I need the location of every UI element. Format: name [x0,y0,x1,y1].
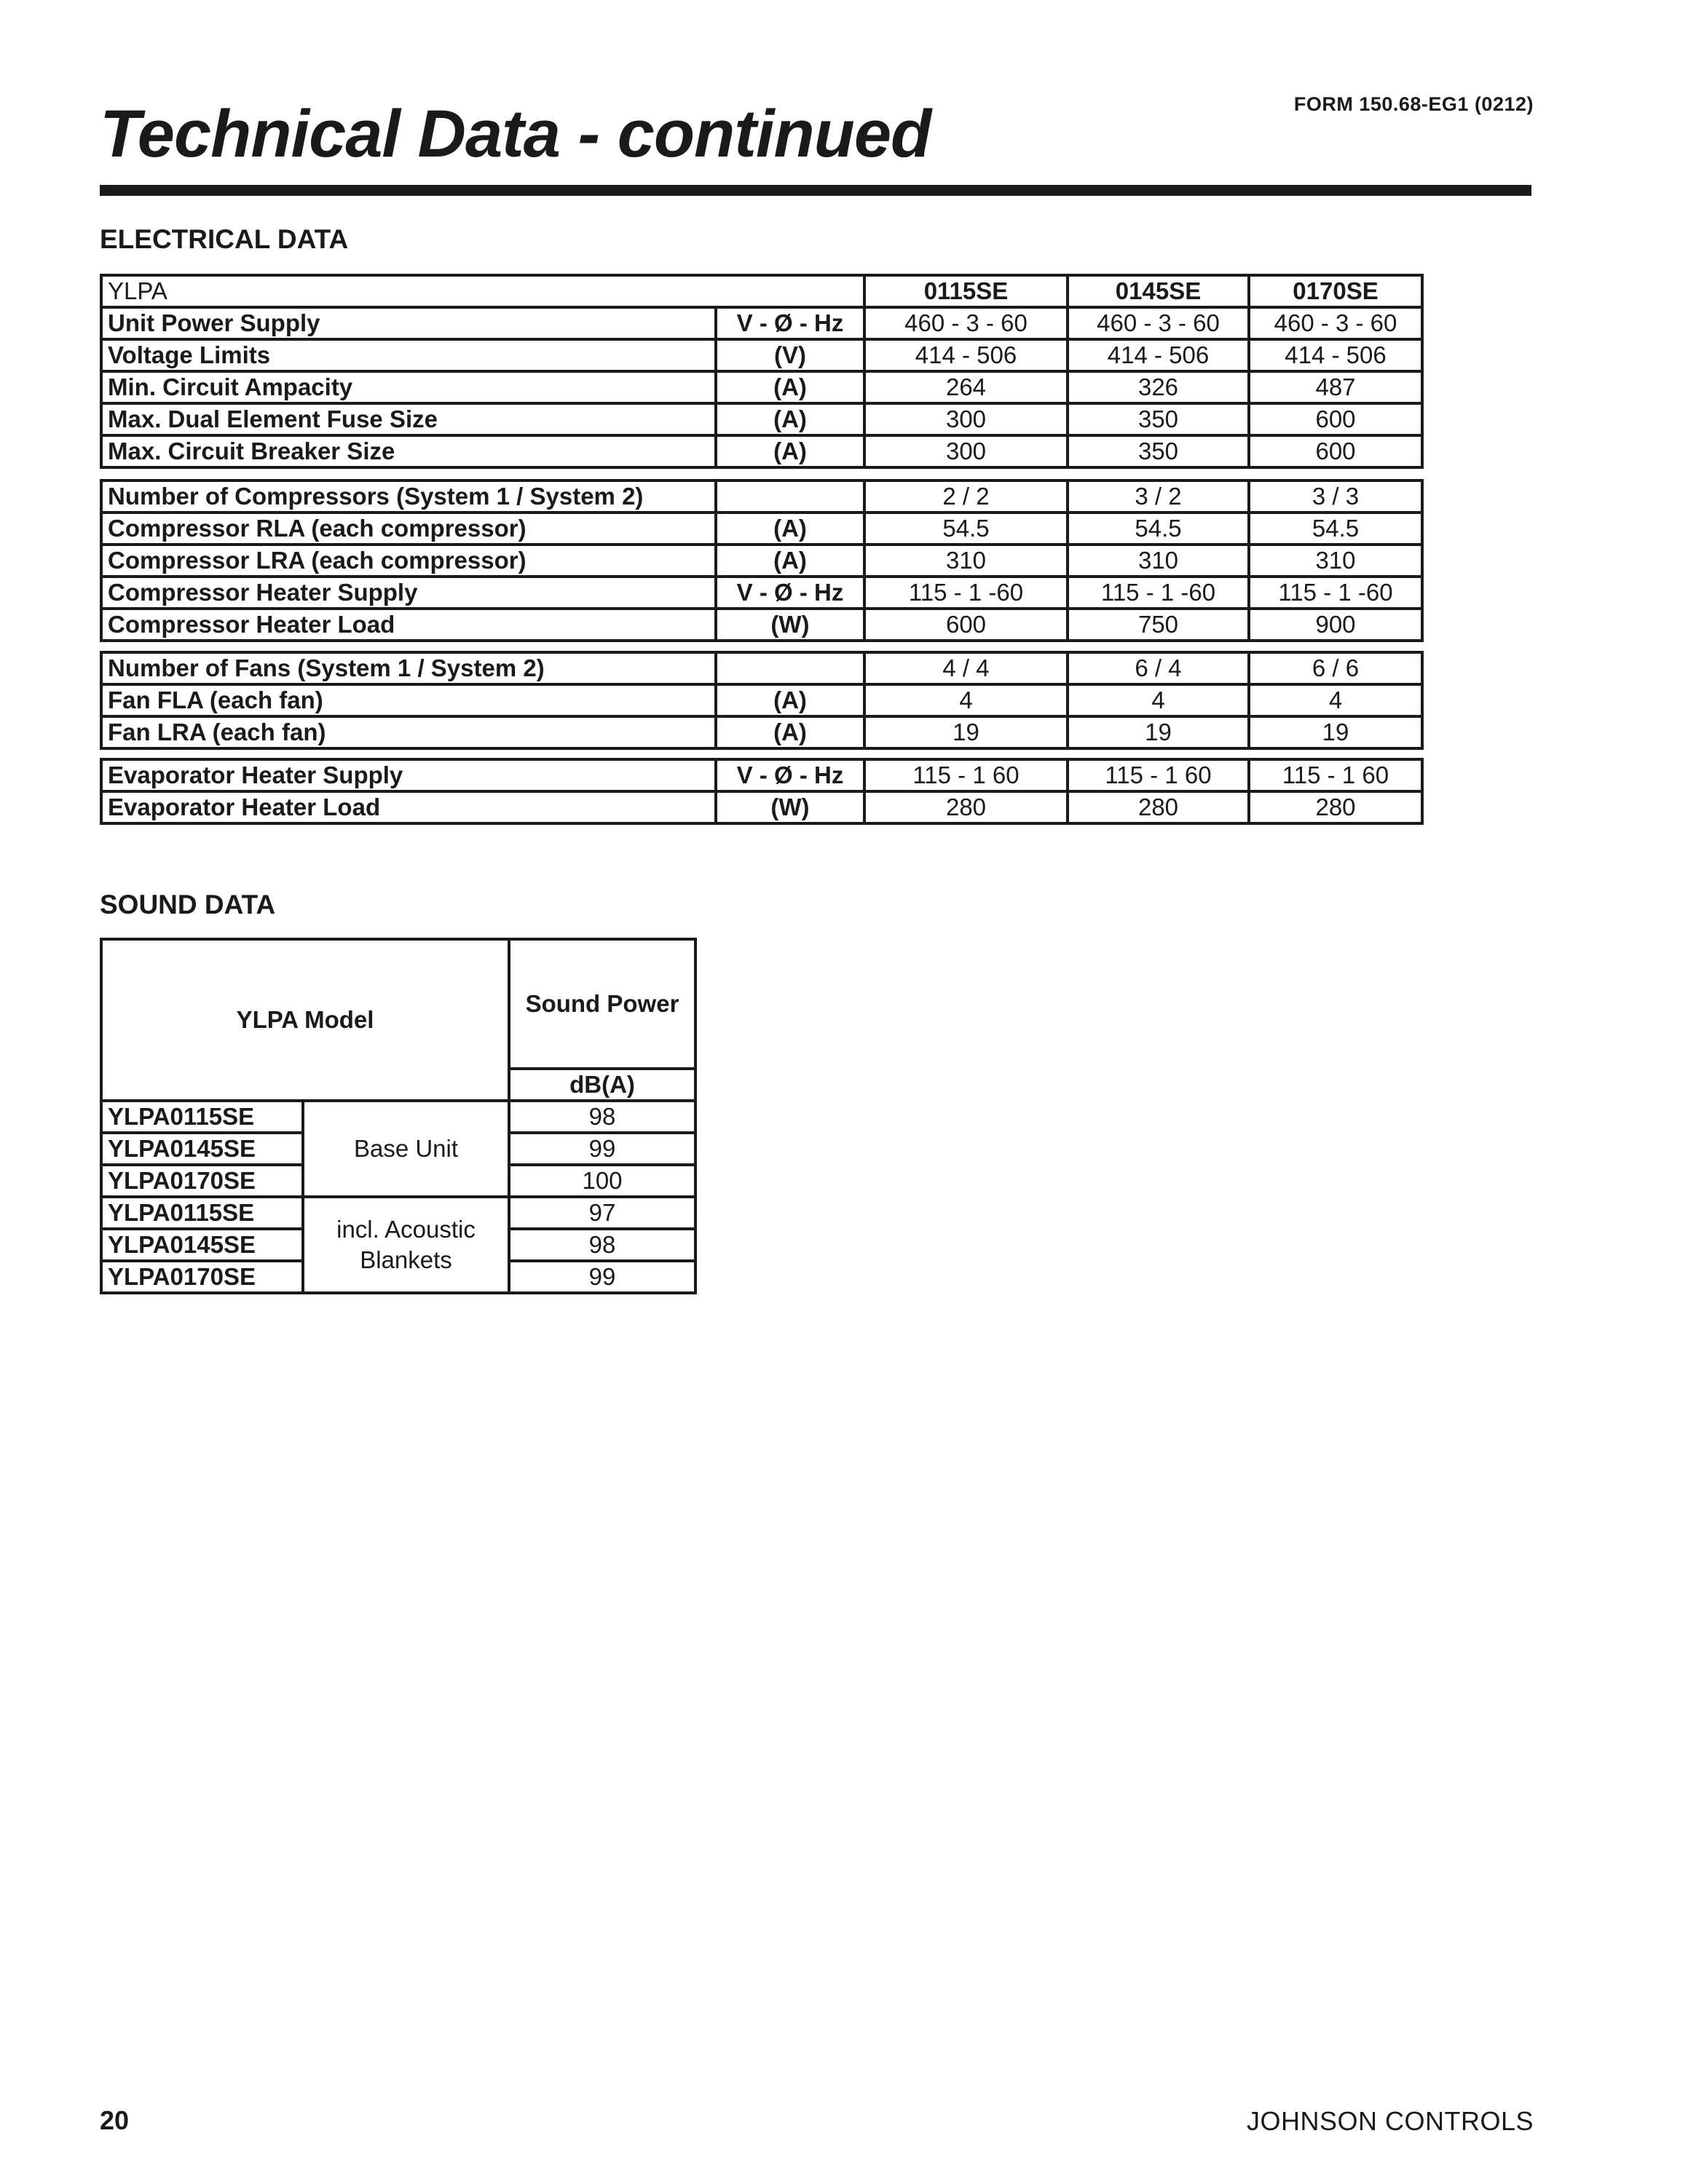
cell-value: 54.5 [864,513,1068,545]
row-label: Number of Compressors (System 1 / System 2) [101,480,716,513]
model-column-header: 0145SE [1068,275,1249,307]
table-row [101,403,1422,435]
electrical-data-heading: ELECTRICAL DATA [100,224,349,254]
electrical-table-compressors [100,479,1424,642]
cell-value: 280 [1249,791,1422,823]
cell-value: 750 [1068,609,1249,641]
table-row [101,1101,695,1133]
cell-value: 2 / 2 [864,480,1068,513]
row-label: Min. Circuit Ampacity [101,371,716,403]
cell-value: 19 [1068,716,1249,748]
cell-value: 3 / 2 [1068,480,1249,513]
company-name: JOHNSON CONTROLS [1246,2106,1534,2136]
row-label: Compressor Heater Supply [101,577,716,609]
cell-value: 115 - 1 -60 [1249,577,1422,609]
sound-data-table [100,938,697,1294]
model-column-header: 0170SE [1249,275,1422,307]
title-rule [100,185,1531,196]
cell-value: 115 - 1 60 [1068,759,1249,791]
row-unit: (A) [716,684,864,716]
table-row [101,480,1422,513]
sound-header-row [101,939,695,1069]
table-row [101,609,1422,641]
cell-value: 300 [864,403,1068,435]
cell-value: 6 / 6 [1249,652,1422,684]
condition-cell: Base Unit [303,1101,509,1197]
row-label: Fan FLA (each fan) [101,684,716,716]
cell-value: 4 [1249,684,1422,716]
row-unit: V - Ø - Hz [716,759,864,791]
model-cell: YLPA0170SE [101,1165,303,1197]
cell-value: 280 [1068,791,1249,823]
cell-value: 4 / 4 [864,652,1068,684]
row-label: Compressor Heater Load [101,609,716,641]
form-number: FORM 150.68-EG1 (0212) [1293,93,1534,115]
row-unit: (A) [716,435,864,467]
row-label: Compressor LRA (each compressor) [101,545,716,577]
cell-value: 310 [1068,545,1249,577]
table-row [101,577,1422,609]
cell-value: 6 / 4 [1068,652,1249,684]
table-row [101,652,1422,684]
model-cell: YLPA0115SE [101,1101,303,1133]
model-column-header: YLPA Model [101,939,509,1101]
model-cell: YLPA0115SE [101,1197,303,1229]
electrical-table-evaporator [100,758,1424,825]
row-label: Max. Circuit Breaker Size [101,435,716,467]
row-label: Compressor RLA (each compressor) [101,513,716,545]
table-row [101,435,1422,467]
sound-value: 99 [509,1133,695,1165]
table-row [101,307,1422,339]
cell-value: 310 [1249,545,1422,577]
sound-value: 97 [509,1197,695,1229]
row-unit: (A) [716,513,864,545]
cell-value: 600 [1249,403,1422,435]
row-label: Evaporator Heater Load [101,791,716,823]
row-unit: (V) [716,339,864,371]
table-row [101,716,1422,748]
model-cell: YLPA0145SE [101,1229,303,1261]
row-unit: (W) [716,791,864,823]
row-unit: (A) [716,403,864,435]
table-row [101,759,1422,791]
row-unit: V - Ø - Hz [716,577,864,609]
cell-value: 414 - 506 [864,339,1068,371]
row-unit [716,480,864,513]
row-unit: (A) [716,371,864,403]
sound-value: 98 [509,1101,695,1133]
row-unit: (A) [716,545,864,577]
row-label: Evaporator Heater Supply [101,759,716,791]
cell-value: 414 - 506 [1068,339,1249,371]
electrical-table-power [100,274,1424,469]
sound-value: 100 [509,1165,695,1197]
model-column-header: 0115SE [864,275,1068,307]
cell-value: 350 [1068,403,1249,435]
table-row [101,791,1422,823]
cell-value: 300 [864,435,1068,467]
cell-value: 600 [864,609,1068,641]
cell-value: 280 [864,791,1068,823]
row-unit: V - Ø - Hz [716,307,864,339]
row-label: Fan LRA (each fan) [101,716,716,748]
table-row [101,371,1422,403]
cell-value: 460 - 3 - 60 [864,307,1068,339]
cell-value: 264 [864,371,1068,403]
row-label: Voltage Limits [101,339,716,371]
condition-cell: incl. Acoustic Blankets [303,1197,509,1293]
cell-value: 4 [864,684,1068,716]
table-row [101,684,1422,716]
cell-value: 115 - 1 -60 [864,577,1068,609]
cell-value: 19 [1249,716,1422,748]
cell-value: 487 [1249,371,1422,403]
cell-value: 350 [1068,435,1249,467]
sound-unit-header: dB(A) [509,1069,695,1101]
cell-value: 326 [1068,371,1249,403]
table-row [101,513,1422,545]
cell-value: 310 [864,545,1068,577]
row-label: Unit Power Supply [101,307,716,339]
cell-value: 4 [1068,684,1249,716]
cell-value: 54.5 [1249,513,1422,545]
table-row [101,1197,695,1229]
sound-value: 98 [509,1229,695,1261]
cell-value: 460 - 3 - 60 [1068,307,1249,339]
electrical-table-fans [100,651,1424,750]
page-number: 20 [100,2105,130,2135]
page-title: Technical Data - continued [100,97,931,171]
cell-value: 600 [1249,435,1422,467]
row-unit: (A) [716,716,864,748]
cell-value: 115 - 1 60 [1249,759,1422,791]
sound-data-heading: SOUND DATA [100,890,276,919]
model-series-label: YLPA [101,275,864,307]
cell-value: 115 - 1 -60 [1068,577,1249,609]
model-cell: YLPA0170SE [101,1261,303,1293]
cell-value: 115 - 1 60 [864,759,1068,791]
electrical-header-row [101,275,1422,307]
table-row [101,339,1422,371]
sound-power-header: Sound Power [509,939,695,1069]
model-cell: YLPA0145SE [101,1133,303,1165]
row-unit [716,652,864,684]
row-label: Number of Fans (System 1 / System 2) [101,652,716,684]
cell-value: 3 / 3 [1249,480,1422,513]
cell-value: 460 - 3 - 60 [1249,307,1422,339]
row-label: Max. Dual Element Fuse Size [101,403,716,435]
sound-value: 99 [509,1261,695,1293]
cell-value: 54.5 [1068,513,1249,545]
row-unit: (W) [716,609,864,641]
cell-value: 900 [1249,609,1422,641]
cell-value: 19 [864,716,1068,748]
cell-value: 414 - 506 [1249,339,1422,371]
table-row [101,545,1422,577]
